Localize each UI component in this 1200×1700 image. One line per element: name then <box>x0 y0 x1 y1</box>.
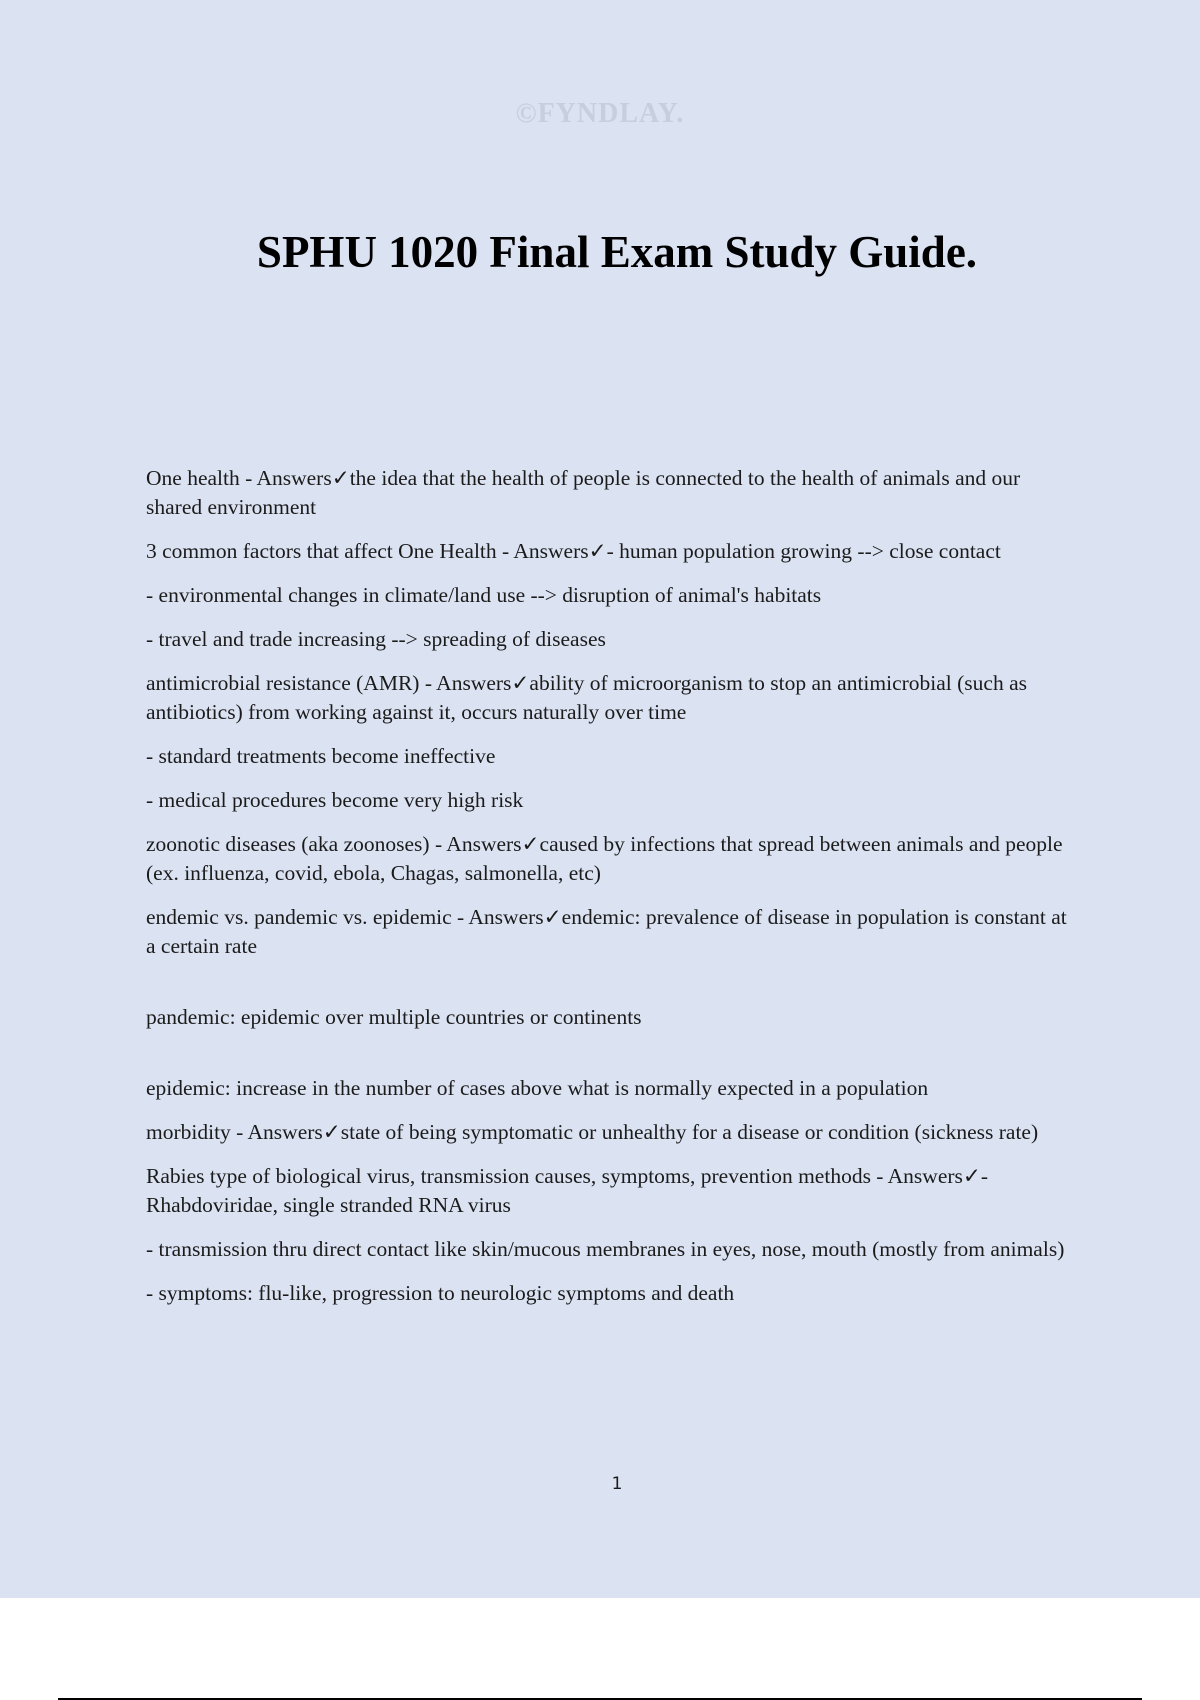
paragraph-environmental-changes: - environmental changes in climate/land use --> disruption of animal's habitats <box>146 583 822 607</box>
paragraph-amr: antimicrobial resistance (AMR) - Answers✓ability of microorganism to stop an antimicrobial (such as antibiotics) from working against it, occurs naturally over time <box>146 671 1028 724</box>
paragraph-travel-trade: - travel and trade increasing --> spreading of diseases <box>146 627 606 651</box>
study-guide-content <box>146 464 1076 1323</box>
paragraph-rabies: Rabies type of biological virus, transmission causes, symptoms, prevention methods - Answers✓- Rhabdoviridae, single stranded RNA virus <box>146 1164 989 1217</box>
paragraph-zoonotic-diseases: zoonotic diseases (aka zoonoses) - Answers✓caused by infections that spread between animals and people (ex. influenza, covid, ebola, Chagas, salmonella, etc) <box>146 832 1063 885</box>
page-number: 1 <box>611 1474 623 1494</box>
paragraph-standard-treatments: - standard treatments become ineffective <box>146 744 496 768</box>
paragraph-common-factors: 3 common factors that affect One Health - Answers✓- human population growing --> close contact <box>146 539 1001 563</box>
paragraph-morbidity: morbidity - Answers✓state of being symptomatic or unhealthy for a disease or condition (sickness rate) <box>146 1120 1039 1144</box>
paragraph-rabies-transmission: - transmission thru direct contact like skin/mucous membranes in eyes, nose, mouth (mostly from animals) <box>146 1237 1065 1261</box>
paragraph-pandemic: pandemic: epidemic over multiple countries or continents <box>146 1005 642 1029</box>
paragraph-endemic: endemic vs. pandemic vs. epidemic - Answers✓endemic: prevalence of disease in population is constant at a certain rate <box>146 905 1067 958</box>
watermark: ©FYNDLAY. <box>515 98 685 129</box>
paragraph-one-health: One health - Answers✓the idea that the health of people is connected to the health of animals and our shared environment <box>146 466 1021 519</box>
page-title: SPHU 1020 Final Exam Study Guide. <box>256 227 978 277</box>
paragraph-medical-procedures: - medical procedures become very high risk <box>146 788 524 812</box>
paragraph-rabies-symptoms: - symptoms: flu-like, progression to neurologic symptoms and death <box>146 1281 735 1305</box>
paragraph-epidemic: epidemic: increase in the number of cases above what is normally expected in a population <box>146 1076 929 1100</box>
